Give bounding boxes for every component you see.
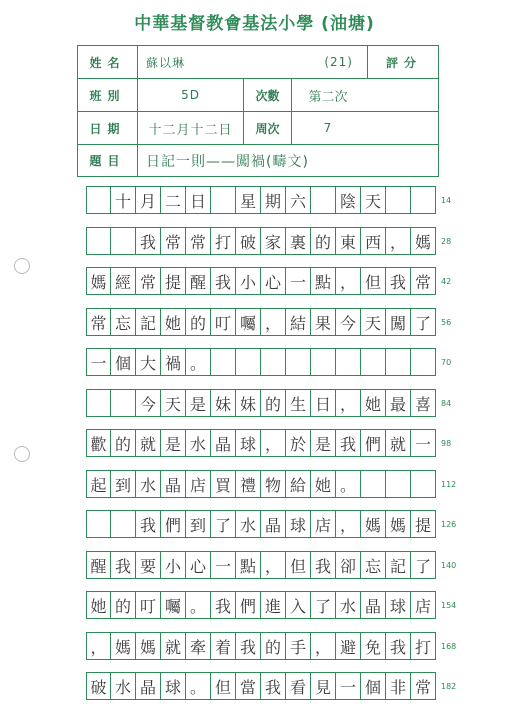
grid-cell: 水 bbox=[336, 591, 361, 619]
grid-cell: 醒 bbox=[186, 267, 211, 295]
grid-cell: 日 bbox=[311, 389, 336, 417]
grid-cell: 常 bbox=[411, 672, 436, 700]
grid-row bbox=[86, 308, 436, 336]
grid-cell: 我 bbox=[386, 632, 411, 660]
grid-cell: 我 bbox=[311, 551, 336, 579]
grid-cell: 的 bbox=[261, 632, 286, 660]
grid-cell: 最 bbox=[386, 389, 411, 417]
grid-cell: 但 bbox=[211, 672, 236, 700]
grid-cell: 二 bbox=[161, 186, 186, 214]
grid-cell: 我 bbox=[236, 632, 261, 660]
grid-cell: 免 bbox=[361, 632, 386, 660]
grid-cell bbox=[236, 348, 261, 376]
grid-cell: ， bbox=[261, 308, 286, 336]
date-value: 十二月十二日 bbox=[138, 112, 244, 144]
topic-value: 日記一則——闖禍(疇文) bbox=[146, 153, 309, 170]
grid-cell bbox=[111, 510, 136, 538]
character-count: 140 bbox=[441, 561, 457, 570]
grid-row bbox=[86, 551, 436, 579]
grid-cell: 就 bbox=[161, 632, 186, 660]
grid-cell bbox=[336, 348, 361, 376]
punch-hole bbox=[14, 446, 30, 462]
grid-cell: 媽 bbox=[136, 632, 161, 660]
grid-cell: 一 bbox=[411, 429, 436, 457]
grid-cell: 的 bbox=[186, 308, 211, 336]
grid-cell: 我 bbox=[336, 429, 361, 457]
grid-cell: 西 bbox=[361, 227, 386, 255]
grid-cell: ， bbox=[336, 510, 361, 538]
grid-cell: 歡 bbox=[86, 429, 111, 457]
grid-cell: 當 bbox=[236, 672, 261, 700]
grid-cell: 我 bbox=[211, 591, 236, 619]
grid-cell: 叮 bbox=[211, 308, 236, 336]
grid-cell bbox=[386, 470, 411, 498]
class-number: (21) bbox=[324, 55, 353, 69]
grid-cell: 給 bbox=[286, 470, 311, 498]
grid-cell: 忘 bbox=[111, 308, 136, 336]
grid-cell: 陰 bbox=[336, 186, 361, 214]
grid-cell: 店 bbox=[411, 591, 436, 619]
grid-cell: 我 bbox=[136, 510, 161, 538]
grid-cell: 醒 bbox=[86, 551, 111, 579]
grid-cell bbox=[111, 227, 136, 255]
grid-cell: 水 bbox=[136, 470, 161, 498]
character-count: 154 bbox=[441, 601, 457, 610]
grid-cell: 但 bbox=[361, 267, 386, 295]
grid-cell: 要 bbox=[136, 551, 161, 579]
grid-cell: 常 bbox=[136, 267, 161, 295]
grid-cell: 晶 bbox=[161, 470, 186, 498]
grid-cell: 卻 bbox=[336, 551, 361, 579]
grid-row bbox=[86, 510, 436, 538]
grid-cell: 月 bbox=[136, 186, 161, 214]
grid-row bbox=[86, 348, 436, 376]
grid-cell: 手 bbox=[286, 632, 311, 660]
grid-cell: 們 bbox=[161, 510, 186, 538]
grid-cell: 小 bbox=[161, 551, 186, 579]
grid-cell: 就 bbox=[136, 429, 161, 457]
topic-row bbox=[78, 145, 438, 176]
character-count: 14 bbox=[441, 196, 452, 205]
date-row bbox=[78, 112, 438, 145]
grid-cell: 大 bbox=[136, 348, 161, 376]
grid-cell: 的 bbox=[111, 591, 136, 619]
grid-cell: 起 bbox=[86, 470, 111, 498]
grid-cell: 她 bbox=[311, 470, 336, 498]
grid-cell: 囑 bbox=[161, 591, 186, 619]
grid-cell bbox=[211, 348, 236, 376]
grid-cell: 物 bbox=[261, 470, 286, 498]
grid-cell: 她 bbox=[86, 591, 111, 619]
grid-cell: 們 bbox=[236, 591, 261, 619]
grid-cell: 家 bbox=[261, 227, 286, 255]
times-label: 次數 bbox=[244, 79, 292, 111]
grid-cell: 日 bbox=[186, 186, 211, 214]
grid-cell: 禍 bbox=[161, 348, 186, 376]
grid-cell bbox=[361, 348, 386, 376]
grid-row bbox=[86, 186, 436, 214]
grid-row bbox=[86, 470, 436, 498]
grid-cell: 常 bbox=[411, 267, 436, 295]
grid-cell: 於 bbox=[286, 429, 311, 457]
grid-cell bbox=[311, 348, 336, 376]
grid-row bbox=[86, 672, 436, 700]
grid-cell: 媽 bbox=[411, 227, 436, 255]
grid-cell: 常 bbox=[86, 308, 111, 336]
grid-row bbox=[86, 591, 436, 619]
grid-cell: 了 bbox=[211, 510, 236, 538]
grid-cell: 進 bbox=[261, 591, 286, 619]
character-count: 28 bbox=[441, 237, 452, 246]
name-label: 姓名 bbox=[78, 46, 138, 78]
grid-cell bbox=[411, 348, 436, 376]
grid-cell: 避 bbox=[336, 632, 361, 660]
grid-cell bbox=[386, 348, 411, 376]
grid-cell: ， bbox=[336, 389, 361, 417]
grid-cell: 結 bbox=[286, 308, 311, 336]
grid-cell: 今 bbox=[136, 389, 161, 417]
grid-cell: 們 bbox=[361, 429, 386, 457]
grid-cell: 晶 bbox=[211, 429, 236, 457]
grid-cell: 經 bbox=[111, 267, 136, 295]
grid-cell: 期 bbox=[261, 186, 286, 214]
grid-cell: 非 bbox=[386, 672, 411, 700]
grid-cell: 妹 bbox=[211, 389, 236, 417]
grid-cell: 的 bbox=[311, 227, 336, 255]
grid-cell bbox=[386, 186, 411, 214]
grid-cell: 是 bbox=[186, 389, 211, 417]
character-count: 112 bbox=[441, 480, 457, 489]
grid-cell: 是 bbox=[161, 429, 186, 457]
grid-cell: 。 bbox=[186, 591, 211, 619]
grid-cell: 破 bbox=[86, 672, 111, 700]
grid-cell: 忘 bbox=[361, 551, 386, 579]
grid-row bbox=[86, 632, 436, 660]
grid-cell: 天 bbox=[161, 389, 186, 417]
grid-cell: ， bbox=[261, 551, 286, 579]
grid-cell: 天 bbox=[361, 308, 386, 336]
grid-cell: 媽 bbox=[111, 632, 136, 660]
grid-cell: 我 bbox=[136, 227, 161, 255]
school-title: 中華基督教會基法小學 (油塘) bbox=[134, 14, 375, 34]
grid-cell: 就 bbox=[386, 429, 411, 457]
grid-cell: 天 bbox=[361, 186, 386, 214]
grid-cell: 我 bbox=[111, 551, 136, 579]
grid-row bbox=[86, 267, 436, 295]
grid-cell bbox=[411, 186, 436, 214]
grid-cell bbox=[86, 227, 111, 255]
grid-cell: 個 bbox=[111, 348, 136, 376]
grid-cell: 叮 bbox=[136, 591, 161, 619]
character-count: 182 bbox=[441, 682, 457, 691]
grid-cell bbox=[361, 470, 386, 498]
grid-cell: 到 bbox=[186, 510, 211, 538]
grid-cell: 提 bbox=[411, 510, 436, 538]
grid-cell bbox=[86, 389, 111, 417]
grid-cell: 打 bbox=[411, 632, 436, 660]
grid-cell: 她 bbox=[161, 308, 186, 336]
grid-cell: 星 bbox=[236, 186, 261, 214]
grid-cell: 見 bbox=[311, 672, 336, 700]
grid-cell: 裏 bbox=[286, 227, 311, 255]
grid-cell: 店 bbox=[186, 470, 211, 498]
grid-cell: 今 bbox=[336, 308, 361, 336]
grid-cell: 一 bbox=[86, 348, 111, 376]
grid-cell: 買 bbox=[211, 470, 236, 498]
grid-cell: 果 bbox=[311, 308, 336, 336]
grid-cell: 囑 bbox=[236, 308, 261, 336]
topic-label: 題目 bbox=[78, 145, 138, 176]
week-label: 周次 bbox=[244, 112, 292, 144]
grid-cell bbox=[411, 470, 436, 498]
character-count: 98 bbox=[441, 439, 452, 448]
grid-cell: 。 bbox=[336, 470, 361, 498]
grid-cell: 喜 bbox=[411, 389, 436, 417]
grid-cell: 媽 bbox=[386, 510, 411, 538]
grid-cell: 六 bbox=[286, 186, 311, 214]
grid-cell: 個 bbox=[361, 672, 386, 700]
class-row bbox=[78, 79, 438, 112]
grid-cell: 了 bbox=[411, 551, 436, 579]
name-field bbox=[138, 46, 368, 78]
grid-cell: 妹 bbox=[236, 389, 261, 417]
grid-cell: 點 bbox=[311, 267, 336, 295]
grid-cell: 媽 bbox=[86, 267, 111, 295]
score-label: 評分 bbox=[385, 55, 422, 70]
grid-cell bbox=[111, 389, 136, 417]
grid-cell: 心 bbox=[186, 551, 211, 579]
grid-cell: 我 bbox=[211, 267, 236, 295]
grid-cell: 水 bbox=[186, 429, 211, 457]
character-count: 70 bbox=[441, 358, 452, 367]
grid-cell: 水 bbox=[236, 510, 261, 538]
grid-cell: 我 bbox=[261, 672, 286, 700]
grid-cell: 點 bbox=[236, 551, 261, 579]
grid-cell: 禮 bbox=[236, 470, 261, 498]
grid-cell: 晶 bbox=[261, 510, 286, 538]
grid-cell: 的 bbox=[111, 429, 136, 457]
grid-cell: 常 bbox=[161, 227, 186, 255]
grid-cell: 店 bbox=[311, 510, 336, 538]
name-row bbox=[78, 46, 438, 79]
grid-cell: 小 bbox=[236, 267, 261, 295]
character-count: 84 bbox=[441, 399, 452, 408]
grid-cell: 媽 bbox=[361, 510, 386, 538]
grid-cell: 球 bbox=[286, 510, 311, 538]
character-count: 42 bbox=[441, 277, 452, 286]
grid-cell: 看 bbox=[286, 672, 311, 700]
grid-cell: ， bbox=[261, 429, 286, 457]
grid-cell: 記 bbox=[386, 551, 411, 579]
grid-cell: 常 bbox=[186, 227, 211, 255]
grid-cell: 十 bbox=[111, 186, 136, 214]
grid-cell: 。 bbox=[186, 348, 211, 376]
grid-cell: 是 bbox=[311, 429, 336, 457]
character-count: 126 bbox=[441, 520, 457, 529]
grid-cell: 到 bbox=[111, 470, 136, 498]
date-label: 日期 bbox=[78, 112, 138, 144]
grid-cell: 着 bbox=[211, 632, 236, 660]
grid-cell: 生 bbox=[286, 389, 311, 417]
grid-cell: 球 bbox=[236, 429, 261, 457]
grid-cell: 晶 bbox=[136, 672, 161, 700]
grid-cell: 。 bbox=[186, 672, 211, 700]
grid-cell: 破 bbox=[236, 227, 261, 255]
grid-cell: 水 bbox=[111, 672, 136, 700]
grid-cell bbox=[286, 348, 311, 376]
grid-cell bbox=[211, 186, 236, 214]
grid-cell: 心 bbox=[261, 267, 286, 295]
grid-cell: 入 bbox=[286, 591, 311, 619]
character-count: 56 bbox=[441, 318, 452, 327]
class-label: 班別 bbox=[78, 79, 138, 111]
grid-cell: 打 bbox=[211, 227, 236, 255]
grid-cell: 晶 bbox=[361, 591, 386, 619]
grid-cell: 闖 bbox=[386, 308, 411, 336]
grid-cell: 東 bbox=[336, 227, 361, 255]
grid-cell: 一 bbox=[286, 267, 311, 295]
grid-cell: 球 bbox=[386, 591, 411, 619]
grid-cell: ， bbox=[311, 632, 336, 660]
grid-row bbox=[86, 429, 436, 457]
grid-cell: 牽 bbox=[186, 632, 211, 660]
grid-cell bbox=[86, 510, 111, 538]
grid-cell: 提 bbox=[161, 267, 186, 295]
grid-cell: 我 bbox=[386, 267, 411, 295]
week-value: 7 bbox=[323, 121, 333, 135]
grid-cell: 記 bbox=[136, 308, 161, 336]
grid-cell: 了 bbox=[311, 591, 336, 619]
grid-cell: 她 bbox=[361, 389, 386, 417]
times-value: 第二次 bbox=[308, 89, 348, 105]
grid-row bbox=[86, 389, 436, 417]
grid-cell: 球 bbox=[161, 672, 186, 700]
grid-cell bbox=[261, 348, 286, 376]
punch-hole bbox=[14, 258, 30, 274]
grid-cell: ， bbox=[336, 267, 361, 295]
info-table bbox=[77, 45, 439, 177]
character-count: 168 bbox=[441, 642, 457, 651]
grid-cell: 但 bbox=[286, 551, 311, 579]
grid-cell bbox=[86, 186, 111, 214]
grid-cell: ， bbox=[386, 227, 411, 255]
class-value: 5D bbox=[138, 79, 244, 111]
grid-cell: 的 bbox=[261, 389, 286, 417]
grid-cell: ， bbox=[86, 632, 111, 660]
grid-cell bbox=[311, 186, 336, 214]
grid-cell: 一 bbox=[211, 551, 236, 579]
name-value: 蘇以琳 bbox=[146, 55, 186, 70]
grid-row bbox=[86, 227, 436, 255]
grid-cell: 一 bbox=[336, 672, 361, 700]
grid-cell: 了 bbox=[411, 308, 436, 336]
